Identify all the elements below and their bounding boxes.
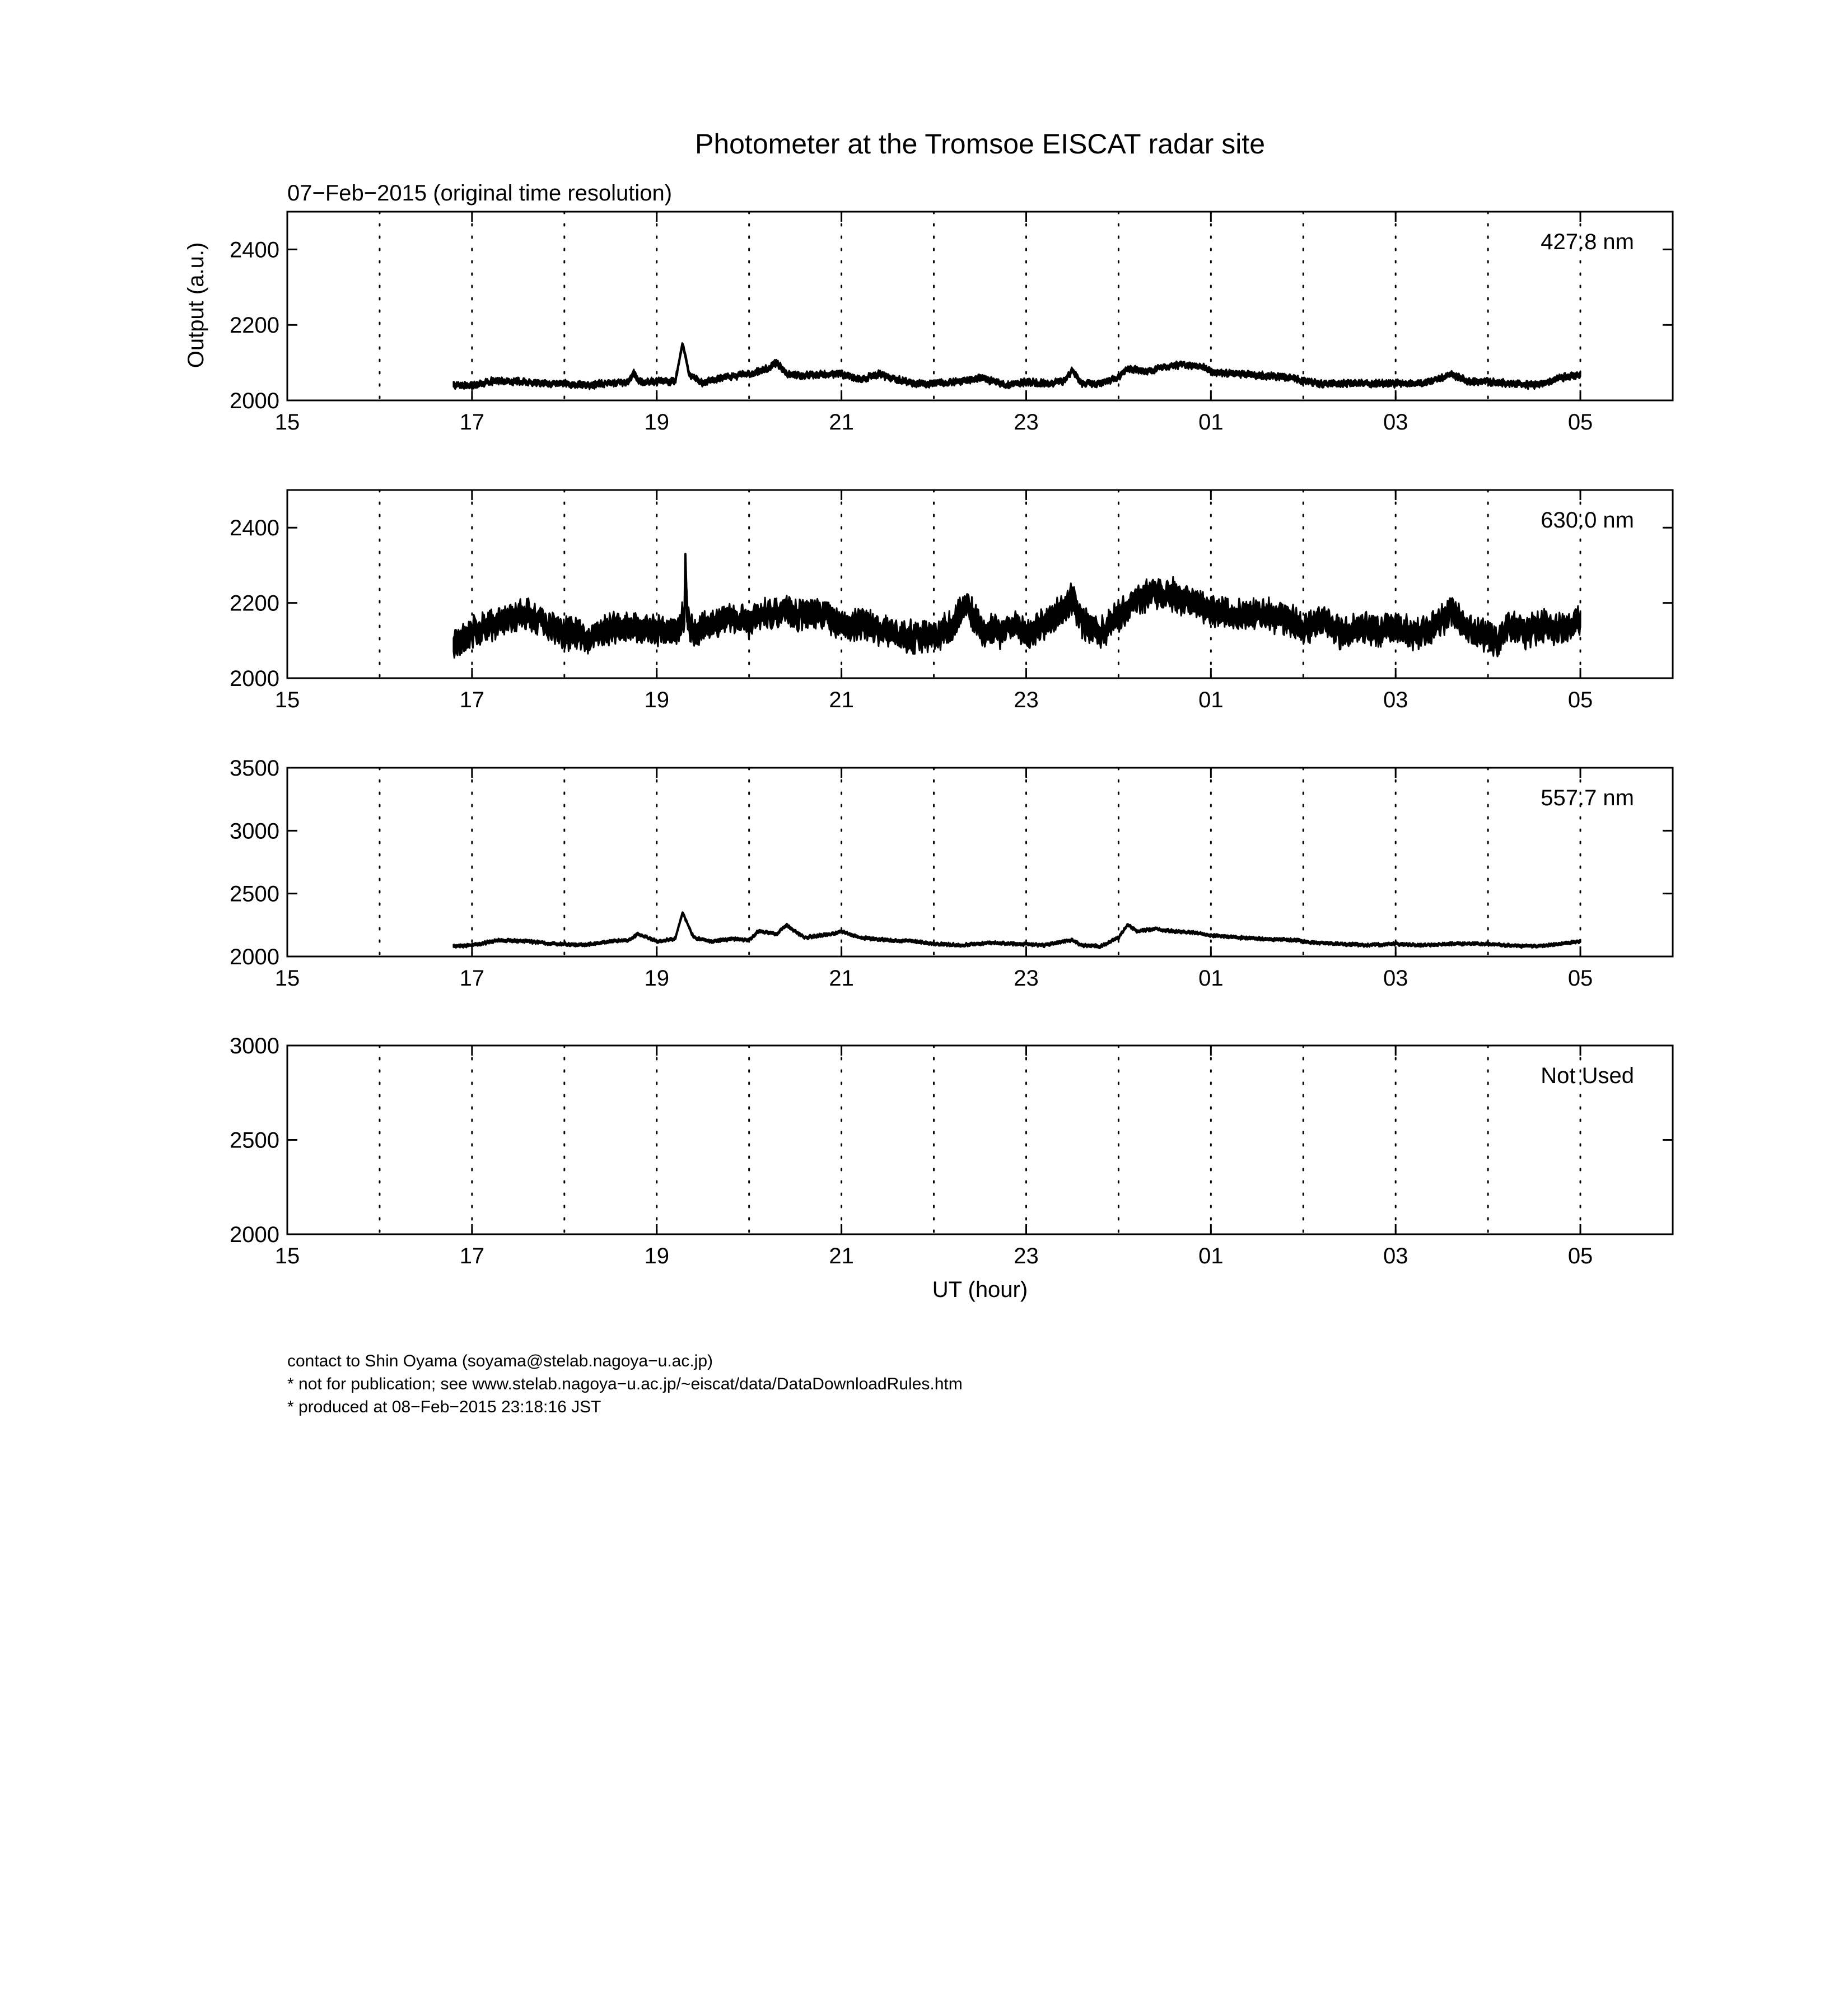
y-tick-label: 2000: [230, 1222, 279, 1247]
x-tick-label: 01: [1198, 966, 1224, 991]
x-tick-label: 05: [1567, 966, 1593, 991]
x-tick-label: 23: [1014, 410, 1039, 435]
panels: [230, 212, 1673, 1268]
chart-title: Photometer at the Tromsoe EISCAT radar site: [694, 128, 1266, 160]
x-tick-label: 03: [1383, 966, 1408, 991]
y-tick-label: 2500: [230, 881, 279, 907]
series-trace: [454, 555, 1580, 658]
x-tick-label: 21: [829, 966, 854, 991]
x-tick-label: 21: [829, 1244, 854, 1268]
y-tick-label: 2500: [230, 1128, 279, 1153]
x-axis-label: UT (hour): [932, 1277, 1028, 1302]
y-tick-label: 3000: [230, 1034, 279, 1058]
axes-box: [287, 768, 1673, 956]
y-tick-label: 2400: [230, 516, 279, 541]
axes-box: [287, 212, 1673, 400]
footer-rules: * not for publication; see www.stelab.nagoya−u.ac.jp/~eiscat/data/DataDownloadRules.htm: [287, 1375, 963, 1393]
chart-subtitle: 07−Feb−2015 (original time resolution): [287, 181, 673, 206]
footer-contact: contact to Shin Oyama (soyama@stelab.nagoya−u.ac.jp): [287, 1352, 713, 1370]
panel-label: 630.0 nm: [1541, 508, 1634, 533]
x-tick-label: 15: [274, 1244, 300, 1268]
x-tick-label: 15: [274, 688, 300, 712]
x-tick-label: 17: [459, 410, 485, 435]
x-tick-label: 21: [829, 688, 854, 712]
x-tick-label: 01: [1198, 1244, 1224, 1268]
x-tick-label: 23: [1014, 966, 1039, 991]
panel-2: [230, 490, 1673, 712]
x-tick-label: 05: [1567, 1244, 1593, 1268]
panel-label: 557.7 nm: [1541, 786, 1634, 810]
y-tick-label: 2400: [230, 237, 279, 263]
x-tick-label: 23: [1014, 688, 1039, 712]
x-tick-label: 05: [1567, 410, 1593, 435]
x-tick-label: 19: [644, 966, 669, 991]
y-tick-label: 2200: [230, 591, 279, 616]
panel-label: 427.8 nm: [1541, 230, 1634, 254]
x-tick-label: 21: [829, 410, 854, 435]
y-axis-label: Output (a.u.): [184, 242, 208, 368]
x-tick-label: 03: [1383, 688, 1408, 712]
x-tick-label: 15: [274, 966, 300, 991]
panel-1: [230, 212, 1673, 435]
x-tick-label: 17: [459, 1244, 485, 1268]
x-tick-label: 23: [1014, 1244, 1039, 1268]
panel-label: Not Used: [1541, 1063, 1634, 1088]
y-tick-label: 2200: [230, 313, 279, 338]
panel-3: [230, 756, 1673, 991]
x-tick-label: 19: [644, 1244, 669, 1268]
x-tick-label: 03: [1383, 410, 1408, 435]
x-tick-label: 03: [1383, 1244, 1408, 1268]
y-tick-label: 3000: [230, 819, 279, 844]
series-line: [454, 344, 1580, 385]
y-tick-label: 2000: [230, 389, 279, 413]
x-tick-label: 19: [644, 410, 669, 435]
x-tick-label: 01: [1198, 410, 1224, 435]
axes-box: [287, 490, 1673, 678]
x-tick-label: 19: [644, 688, 669, 712]
y-tick-label: 3500: [230, 756, 279, 781]
y-tick-label: 2000: [230, 945, 279, 969]
y-tick-label: 2000: [230, 666, 279, 691]
panel-4: [230, 1034, 1673, 1268]
x-tick-label: 01: [1198, 688, 1224, 712]
series-line: [454, 912, 1580, 946]
x-tick-label: 17: [459, 688, 485, 712]
axes-box: [287, 1046, 1673, 1234]
x-tick-label: 15: [274, 410, 300, 435]
x-tick-label: 05: [1567, 688, 1593, 712]
footer-produced: * produced at 08−Feb−2015 23:18:16 JST: [287, 1398, 601, 1416]
x-tick-label: 17: [459, 966, 485, 991]
